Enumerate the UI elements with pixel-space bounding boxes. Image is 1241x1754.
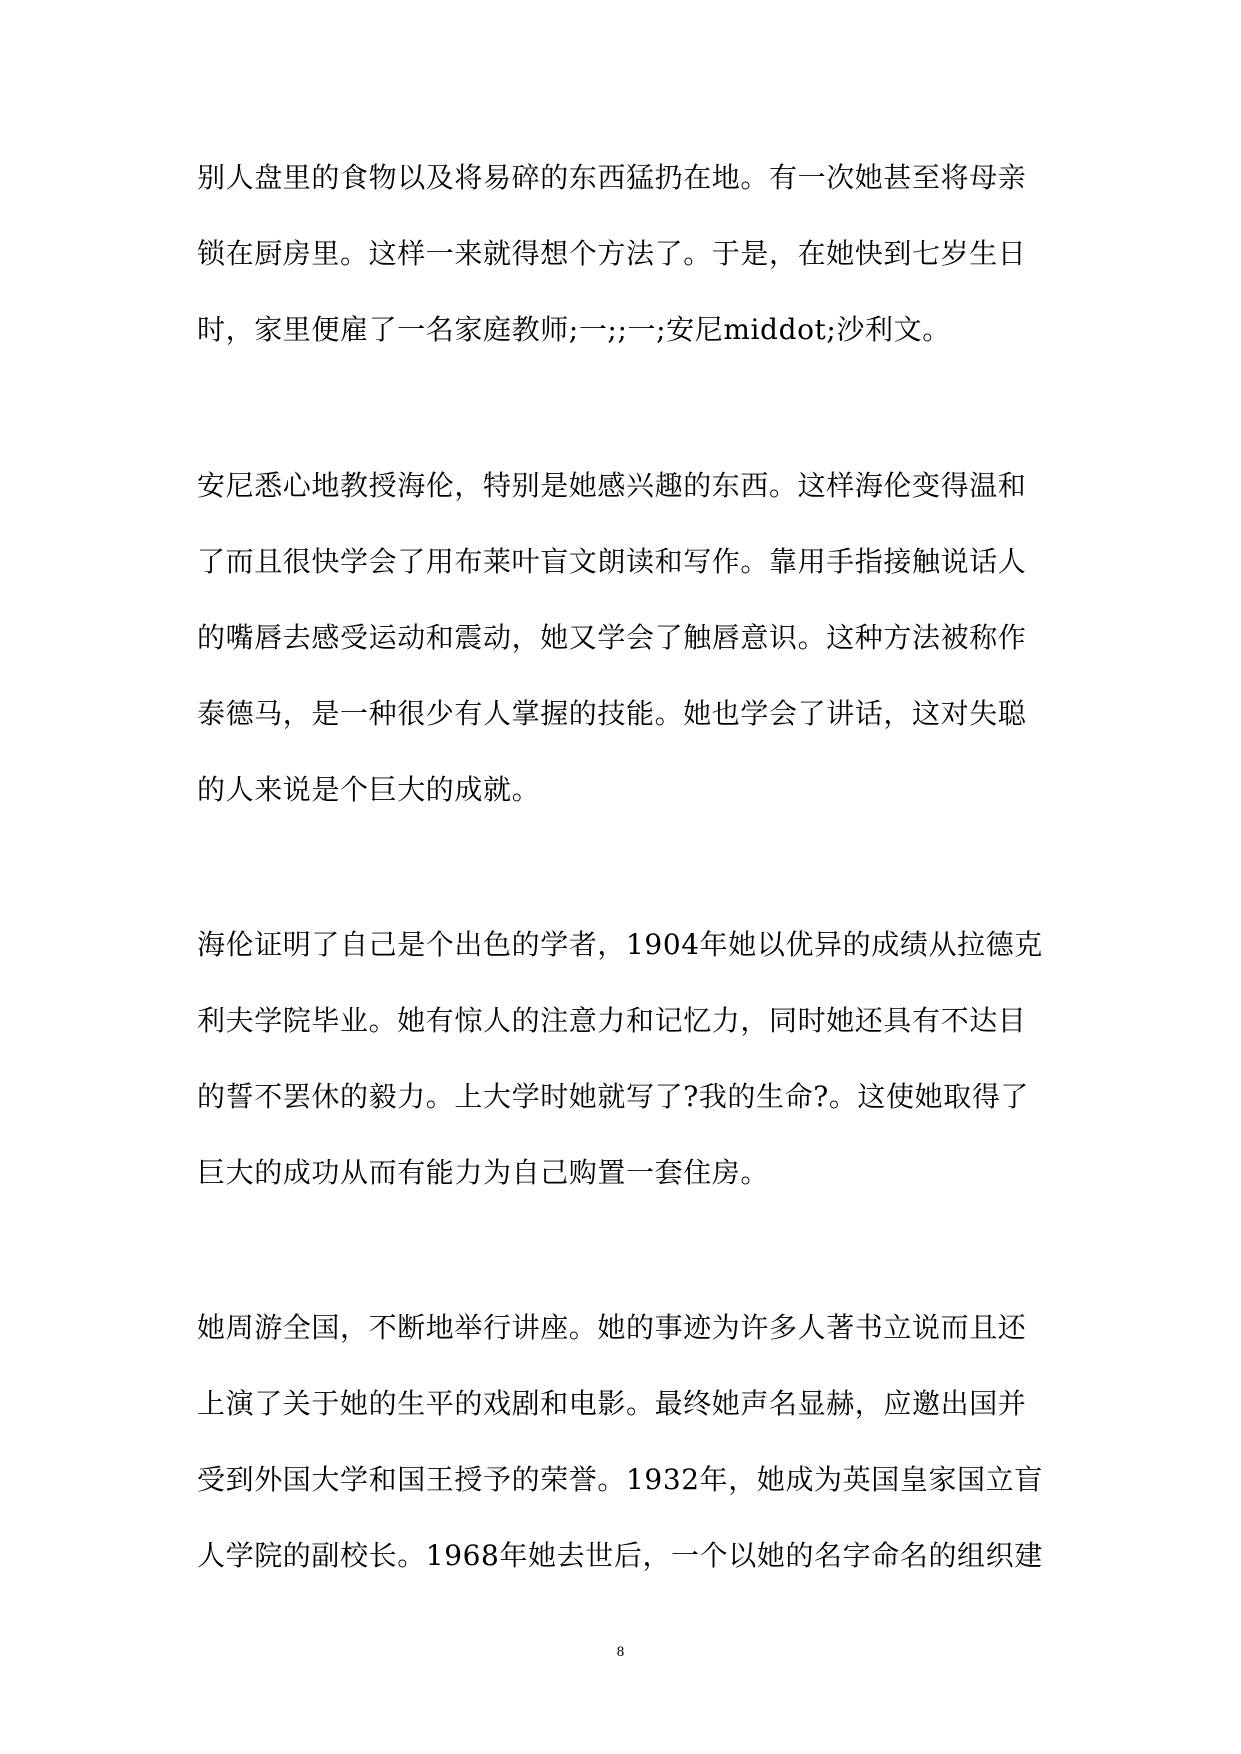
- text-line: 了而且很快学会了用布莱叶盲文朗读和写作。靠用手指接触说话人: [197, 545, 1027, 578]
- text-line: 别人盘里的食物以及将易碎的东西猛扔在地。有一次她甚至将母亲: [197, 161, 1027, 194]
- page-number: 8: [616, 1644, 625, 1660]
- paragraph-3: [197, 907, 1057, 1211]
- text-line: 的嘴唇去感受运动和震动，她又学会了触唇意识。这种方法被称作: [197, 621, 1027, 654]
- paragraph-1: [197, 140, 1057, 368]
- paragraph-2: [197, 448, 1057, 828]
- text-line: 她周游全国，不断地举行讲座。她的事迹为许多人著书立说而且还: [197, 1311, 1027, 1344]
- text-line: 的誓不罢休的毅力。上大学时她就写了?我的生命?。这使她取得了: [197, 1080, 1030, 1113]
- text-line: 巨大的成功从而有能力为自己购置一套住房。: [197, 1156, 770, 1189]
- text-line: 锁在厨房里。这样一来就得想个方法了。于是，在她快到七岁生日: [197, 237, 1027, 270]
- text-line: 人学院的副校长。1968年她去世后，一个以她的名字命名的组织建: [197, 1539, 1043, 1572]
- text-line: 泰德马，是一种很少有人掌握的技能。她也学会了讲话，这对失聪: [197, 697, 1027, 730]
- text-line: 时，家里便雇了一名家庭教师;一;;一;安尼middot;沙利文。: [197, 313, 951, 346]
- text-line: 海伦证明了自己是个出色的学者，1904年她以优异的成绩从拉德克: [197, 928, 1043, 961]
- text-line: 的人来说是个巨大的成就。: [197, 773, 541, 806]
- text-line: 安尼悉心地教授海伦，特别是她感兴趣的东西。这样海伦变得温和: [197, 469, 1027, 502]
- text-line: 利夫学院毕业。她有惊人的注意力和记忆力，同时她还具有不达目: [197, 1004, 1027, 1037]
- text-line: 受到外国大学和国王授予的荣誉。1932年，她成为英国皇家国立盲: [197, 1463, 1043, 1496]
- paragraph-4: [197, 1290, 1057, 1594]
- text-line: 上演了关于她的生平的戏剧和电影。最终她声名显赫，应邀出国并: [197, 1387, 1027, 1420]
